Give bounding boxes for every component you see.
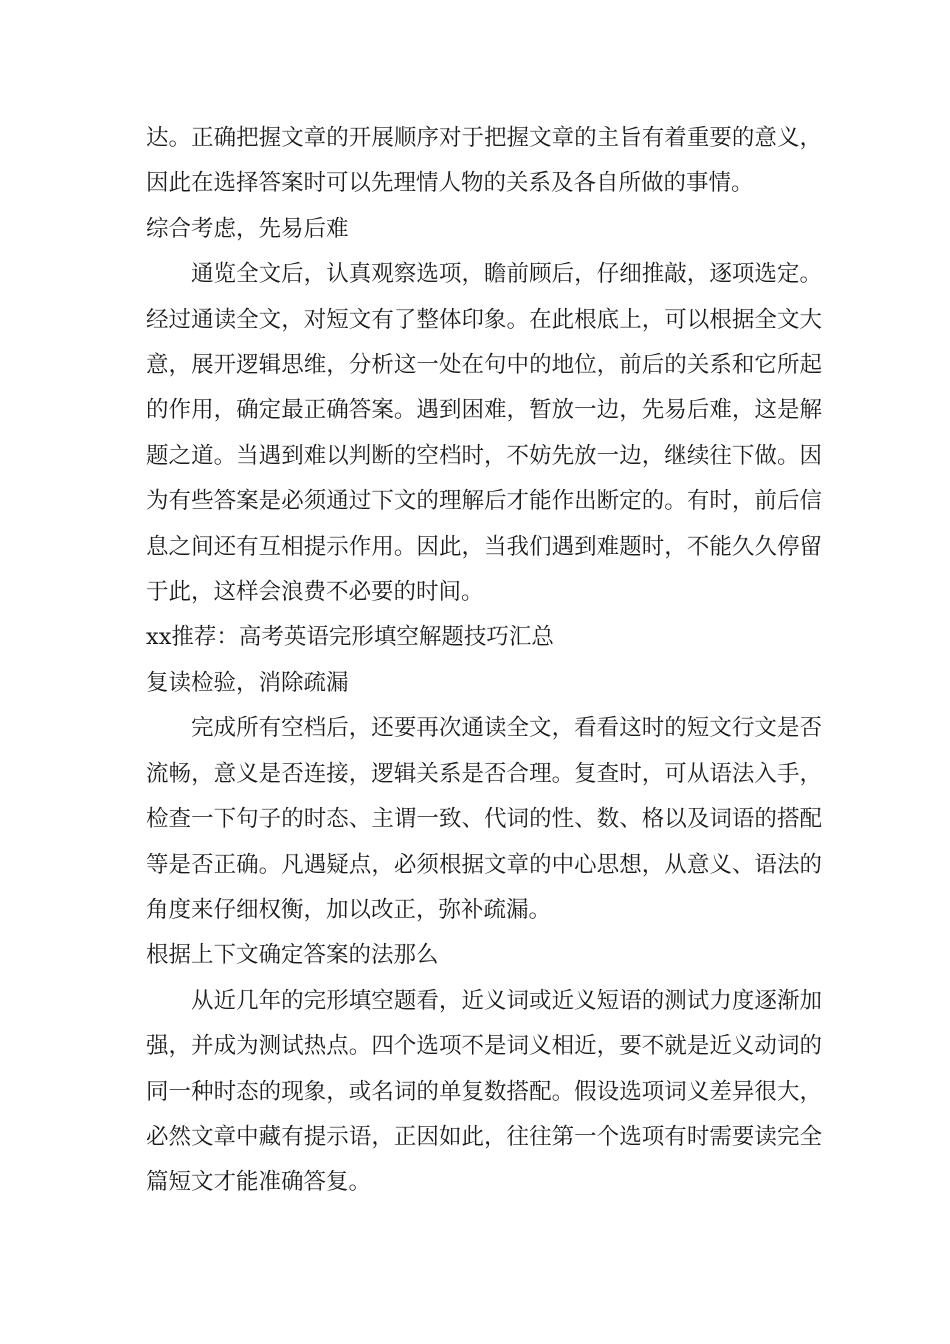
document-body (146, 116, 822, 1206)
section-heading-comprehensive: 综合考虑，先易后难 (146, 215, 349, 242)
paragraph-context: 从近几年的完形填空题看，近义词或近义短语的测试力度逐渐加强，并成为测试热点。四个选项不是词义相近，要不就是近义动词的同一种时态的现象，或名词的单复数搭配。假设选项词义差异很大，必然文章中藏有提示语，正因如此，往往第一个选项有时需要读完全篇短文才能准确答复。 (146, 987, 822, 1196)
paragraph-review: 完成所有空档后，还要再次通读全文，看看这时的短文行文是否流畅，意义是否连接，逻辑关系是否合理。复查时，可从语法入手，检查一下句子的时态、主谓一致、代词的性、数、格以及词语的搭配等是否正确。凡遇疑点，必须根据文章的中心思想，从意义、语法的角度来仔细权衡，加以改正，弥补疏漏。 (146, 715, 822, 923)
paragraph-continuation: 达。正确把握文章的开展顺序对于把握文章的主旨有着重要的意义，因此在选择答案时可以先理情人物的关系及各自所做的事情。 (146, 125, 822, 197)
recommendation-line: xx推荐：高考英语完形填空解题技巧汇总 (146, 624, 554, 651)
section-heading-review: 复读检验，消除疏漏 (146, 669, 349, 696)
section-heading-context: 根据上下文确定答案的法那么 (146, 942, 439, 969)
paragraph-overview: 通览全文后，认真观察选项，瞻前顾后，仔细推敲，逐项选定。经过通读全文，对短文有了整体印象。在此根底上，可以根据全文大意，展开逻辑思维，分析这一处在句中的地位，前后的关系和它所起的作用，确定最正确答案。遇到困难，暂放一边，先易后难，这是解题之道。当遇到难以判断的空档时，不妨先放一边，继续往下做。因为有些答案是必须通过下文的理解后才能作出断定的。有时，前后信息之间还有互相提示作用。因此，当我们遇到难题时，不能久久停留于此，这样会浪费不必要的时间。 (146, 261, 822, 606)
